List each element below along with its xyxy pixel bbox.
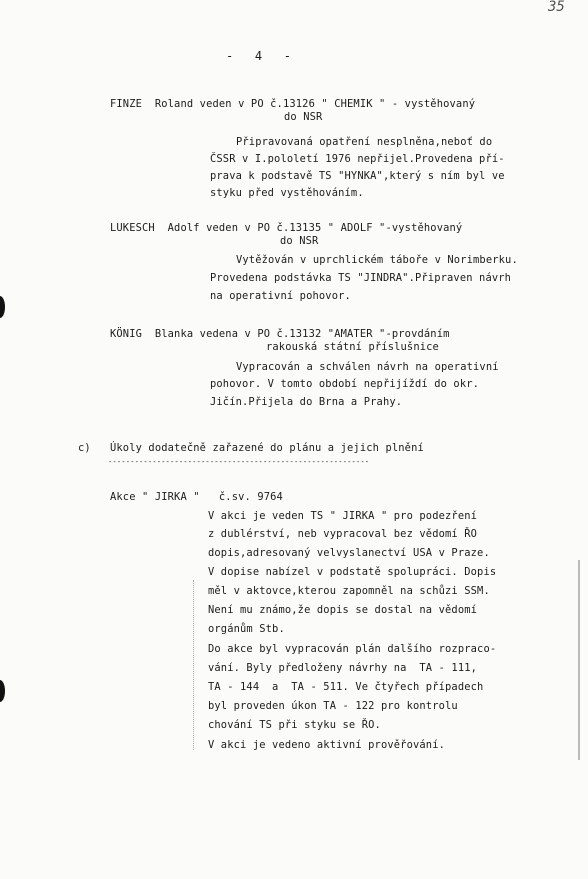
margin-mark bbox=[193, 580, 195, 750]
action-text-line: V akci je veden TS " JIRKA " pro podezření bbox=[208, 510, 478, 522]
entry-text-line: Vypracován a schválen návrh na operativní bbox=[236, 361, 499, 373]
entry-text-line: Připravovaná opatření nesplněna,neboť do bbox=[236, 136, 493, 148]
entry-text-line: na operativní pohovor. bbox=[210, 290, 351, 302]
action-text-line: chování TS při styku se ŘO. bbox=[208, 719, 381, 731]
entry-heading: FINZE Roland veden v PO č.13126 " CHEMIK " - vystěhovaný bbox=[110, 98, 476, 110]
margin-mark bbox=[578, 560, 580, 760]
entry-text-line: ČSSR v I.pololetí 1976 nepřijel.Provedena pří- bbox=[210, 153, 505, 165]
action-text-line: orgánům Stb. bbox=[208, 623, 285, 635]
section-marker: c) bbox=[78, 442, 91, 454]
action-text-line: dopis,adresovaný velvyslanectví USA v Praze. bbox=[208, 547, 490, 559]
action-text-line: z dublérství, neb vypracoval bez vědomí ŘO bbox=[208, 528, 478, 540]
binding-hole-mark bbox=[0, 296, 5, 318]
entry-heading: LUKESCH Adolf veden v PO č.13135 " ADOLF "-vystěhovaný bbox=[110, 222, 463, 234]
entry-heading: KÖNIG Blanka vedena v PO č.13132 "AMATER "-provdáním bbox=[110, 328, 450, 340]
action-text-line: Není mu známo,že dopis se dostal na vědomí bbox=[208, 604, 478, 616]
action-text-line: byl proveden úkon TA - 122 pro kontrolu bbox=[208, 700, 458, 712]
action-text-line: V akci je vedeno aktivní prověřování. bbox=[208, 739, 446, 751]
action-text-line: TA - 144 a TA - 511. Ve čtyřech případech bbox=[208, 681, 484, 693]
entry-text-line: Provedena podstávka TS "JINDRA".Připraven návrh bbox=[210, 272, 512, 284]
page-header: - 4 - bbox=[226, 49, 292, 63]
action-text-line: měl v aktovce,kterou zapomněl na schůzi SSM. bbox=[208, 585, 490, 597]
entry-text-line: prava k podstavě TS "HYNKA",který s ním byl ve bbox=[210, 170, 505, 182]
entry-text-line: pohovor. V tomto období nepřijíždí do okr. bbox=[210, 378, 480, 390]
entry-text-line: Vytěžován v uprchlickém táboře v Norimberku. bbox=[236, 254, 518, 266]
entry-text-line: Jičín.Přijela do Brna a Prahy. bbox=[210, 396, 403, 408]
entry-heading-cont: do NSR bbox=[280, 235, 319, 247]
entry-text-line: styku před vystěhováním. bbox=[210, 187, 364, 199]
action-text-line: Do akce byl vypracován plán dalšího rozpraco- bbox=[208, 643, 497, 655]
action-title: Akce " JIRKA " č.sv. 9764 bbox=[110, 491, 283, 503]
entry-heading-cont: do NSR bbox=[284, 111, 323, 123]
binding-hole-mark bbox=[0, 680, 5, 702]
entry-heading-cont: rakouská státní příslušnice bbox=[266, 341, 439, 353]
section-underline: ----------------------------------------------------------- bbox=[108, 457, 370, 466]
action-text-line: V dopise nabízel v podstatě spolupráci. Dopis bbox=[208, 566, 497, 578]
section-heading: Úkoly dodatečně zařazené do plánu a jejich plnění bbox=[110, 442, 424, 454]
action-text-line: vání. Byly předloženy návrhy na TA - 111, bbox=[208, 662, 478, 674]
page-corner-number: 35 bbox=[548, 0, 565, 15]
